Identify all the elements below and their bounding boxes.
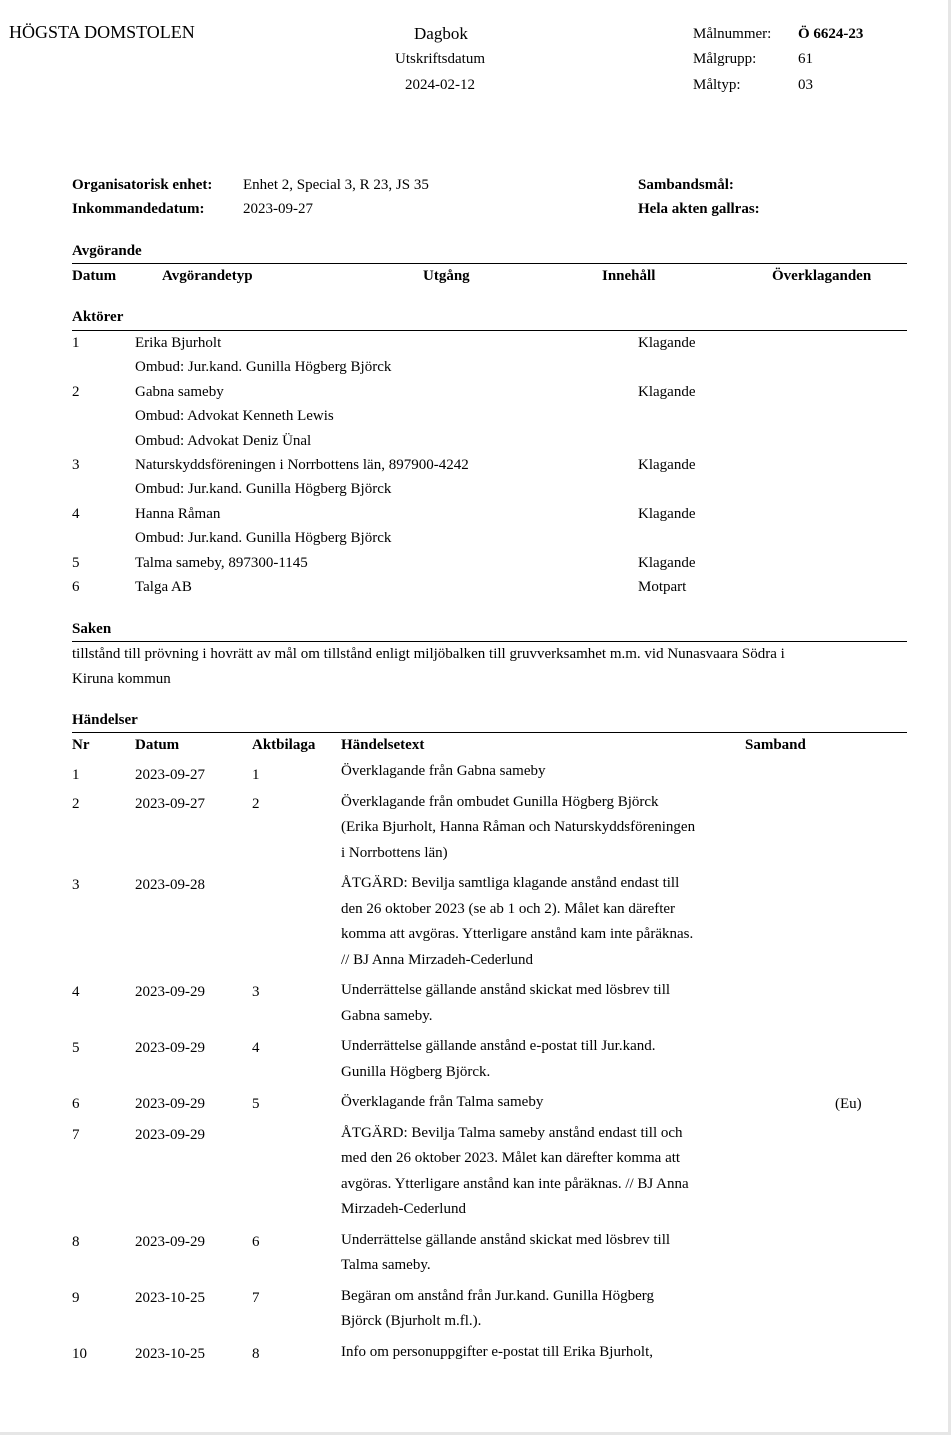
event-date: 2023-10-25 (135, 1346, 205, 1362)
events-col-link: Samband (745, 737, 806, 753)
actor-role: Klagande (638, 457, 696, 473)
event-date: 2023-09-29 (135, 984, 205, 1000)
actor-name: Talma sameby, 897300-1145 (135, 555, 308, 571)
event-text-line: Björck (Bjurholt m.fl.). (341, 1313, 482, 1329)
actor-nr: 6 (72, 579, 80, 595)
event-text-line: Överklagande från Talma sameby (341, 1094, 544, 1110)
actor-nr: 5 (72, 555, 80, 571)
print-date: 2024-02-12 (405, 77, 475, 93)
actor-nr: 4 (72, 506, 80, 522)
event-nr: 10 (72, 1346, 87, 1362)
actor-nr: 2 (72, 384, 80, 400)
event-attachment: 6 (252, 1234, 260, 1250)
event-text-line: Underrättelse gällande anstånd e-postat till Jur.kand. (341, 1038, 656, 1054)
actor-name: Ombud: Jur.kand. Gunilla Högberg Björck (135, 481, 392, 497)
print-date-label: Utskriftsdatum (395, 51, 485, 67)
actor-role: Klagande (638, 384, 696, 400)
actor-name: Naturskyddsföreningen i Norrbottens län, 897900-4242 (135, 457, 469, 473)
event-text-line: Gunilla Högberg Björck. (341, 1064, 491, 1080)
actor-name: Ombud: Advokat Kenneth Lewis (135, 408, 334, 424)
actors-section-title: Aktörer (72, 309, 124, 325)
case-group-label: Målgrupp: (693, 51, 757, 67)
actor-role: Klagande (638, 555, 696, 571)
event-text-line: i Norrbottens län) (341, 845, 448, 861)
event-text-line: Underrättelse gällande anstånd skickat med lösbrev till (341, 982, 671, 998)
org-unit: Enhet 2, Special 3, R 23, JS 35 (243, 177, 429, 193)
decision-col-outcome: Utgång (423, 268, 470, 284)
event-text-line: Info om personuppgifter e-postat till Erika Bjurholt, (341, 1344, 654, 1360)
case-group: 61 (798, 51, 813, 67)
document-title: Dagbok (414, 24, 468, 43)
decision-col-type: Avgörandetyp (162, 268, 253, 284)
event-text-line: Överklagande från ombudet Gunilla Högberg Björck (341, 794, 659, 810)
case-type: 03 (798, 77, 813, 93)
event-text-line: avgöras. Ytterligare anstånd kan inte påräknas. // BJ Anna (341, 1176, 689, 1192)
event-attachment: 2 (252, 796, 260, 812)
matter-text-line-2: Kiruna kommun (72, 671, 171, 687)
actor-role: Klagande (638, 335, 696, 351)
org-unit-label: Organisatorisk enhet: (72, 177, 213, 193)
received-label: Inkommandedatum: (72, 201, 205, 217)
events-col-nr: Nr (72, 737, 90, 753)
event-text-line: med den 26 oktober 2023. Målet kan därefter komma att (341, 1150, 681, 1166)
event-date: 2023-10-25 (135, 1290, 205, 1306)
actor-role: Motpart (638, 579, 687, 595)
matter-text-line-1: tillstånd till prövning i hovrätt av mål om tillstånd enligt miljöbalken till gruvverksamhet m.m. vid Nunasvaara Södra i (72, 646, 785, 662)
event-nr: 4 (72, 984, 80, 1000)
actor-name: Ombud: Jur.kand. Gunilla Högberg Björck (135, 359, 392, 375)
joined-case-label: Sambandsmål: (638, 177, 734, 193)
event-text-line: Mirzadeh-Cederlund (341, 1201, 466, 1217)
event-date: 2023-09-29 (135, 1234, 205, 1250)
event-date: 2023-09-29 (135, 1096, 205, 1112)
event-nr: 8 (72, 1234, 80, 1250)
events-col-date: Datum (135, 737, 180, 753)
event-text-line: ÅTGÄRD: Bevilja Talma sameby anstånd endast till och (341, 1125, 683, 1141)
actor-nr: 1 (72, 335, 80, 351)
event-nr: 1 (72, 767, 80, 783)
culled-label: Hela akten gallras: (638, 201, 760, 217)
received-date: 2023-09-27 (243, 201, 313, 217)
matter-section-title: Saken (72, 621, 112, 637)
event-date: 2023-09-27 (135, 796, 205, 812)
decision-col-appeals: Överklaganden (772, 268, 872, 284)
event-nr: 2 (72, 796, 80, 812)
event-nr: 7 (72, 1127, 80, 1143)
event-attachment: 3 (252, 984, 260, 1000)
court-name: HÖGSTA DOMSTOLEN (9, 22, 195, 42)
event-attachment: 7 (252, 1290, 260, 1306)
events-col-text: Händelsetext (341, 737, 425, 753)
event-nr: 3 (72, 877, 80, 893)
actor-name: Erika Bjurholt (135, 335, 222, 351)
event-text-line: // BJ Anna Mirzadeh-Cederlund (341, 952, 534, 968)
event-text-line: Begäran om anstånd från Jur.kand. Gunilla Högberg (341, 1288, 654, 1304)
event-date: 2023-09-29 (135, 1127, 205, 1143)
event-date: 2023-09-27 (135, 767, 205, 783)
case-type-label: Måltyp: (693, 77, 741, 93)
actor-name: Hanna Råman (135, 506, 221, 522)
event-nr: 6 (72, 1096, 80, 1112)
actor-name: Ombud: Advokat Deniz Ünal (135, 433, 312, 449)
actor-name: Gabna sameby (135, 384, 224, 400)
actor-role: Klagande (638, 506, 696, 522)
event-text-line: Överklagande från Gabna sameby (341, 763, 546, 779)
actor-nr: 3 (72, 457, 80, 473)
decision-col-date: Datum (72, 268, 117, 284)
event-attachment: 8 (252, 1346, 260, 1362)
decision-divider (72, 263, 907, 264)
event-nr: 5 (72, 1040, 80, 1056)
event-text-line: (Erika Bjurholt, Hanna Råman och Naturskyddsföreningen (341, 819, 696, 835)
events-col-attachment: Aktbilaga (252, 737, 316, 753)
event-attachment: 1 (252, 767, 260, 783)
event-attachment: 5 (252, 1096, 260, 1112)
event-nr: 9 (72, 1290, 80, 1306)
events-divider (72, 732, 907, 733)
decision-col-content: Innehåll (602, 268, 656, 284)
event-date: 2023-09-29 (135, 1040, 205, 1056)
case-number: Ö 6624-23 (798, 26, 864, 42)
event-attachment: 4 (252, 1040, 260, 1056)
matter-divider (72, 641, 907, 642)
event-text-line: komma att avgöras. Ytterligare anstånd kam inte påräknas. (341, 926, 694, 942)
events-section-title: Händelser (72, 712, 138, 728)
event-date: 2023-09-28 (135, 877, 205, 893)
case-number-label: Målnummer: (693, 26, 772, 42)
event-text-line: Gabna sameby. (341, 1008, 433, 1024)
decision-section-title: Avgörande (72, 243, 142, 259)
actor-name: Ombud: Jur.kand. Gunilla Högberg Björck (135, 530, 392, 546)
actors-divider (72, 330, 907, 331)
event-text-line: Talma sameby. (341, 1257, 431, 1273)
event-text-line: den 26 oktober 2023 (se ab 1 och 2). Målet kan därefter (341, 901, 676, 917)
event-text-line: ÅTGÄRD: Bevilja samtliga klagande anstånd endast till (341, 875, 680, 891)
event-text-line: Underrättelse gällande anstånd skickat med lösbrev till (341, 1232, 671, 1248)
actor-name: Talga AB (135, 579, 192, 595)
event-link: (Eu) (835, 1096, 862, 1112)
